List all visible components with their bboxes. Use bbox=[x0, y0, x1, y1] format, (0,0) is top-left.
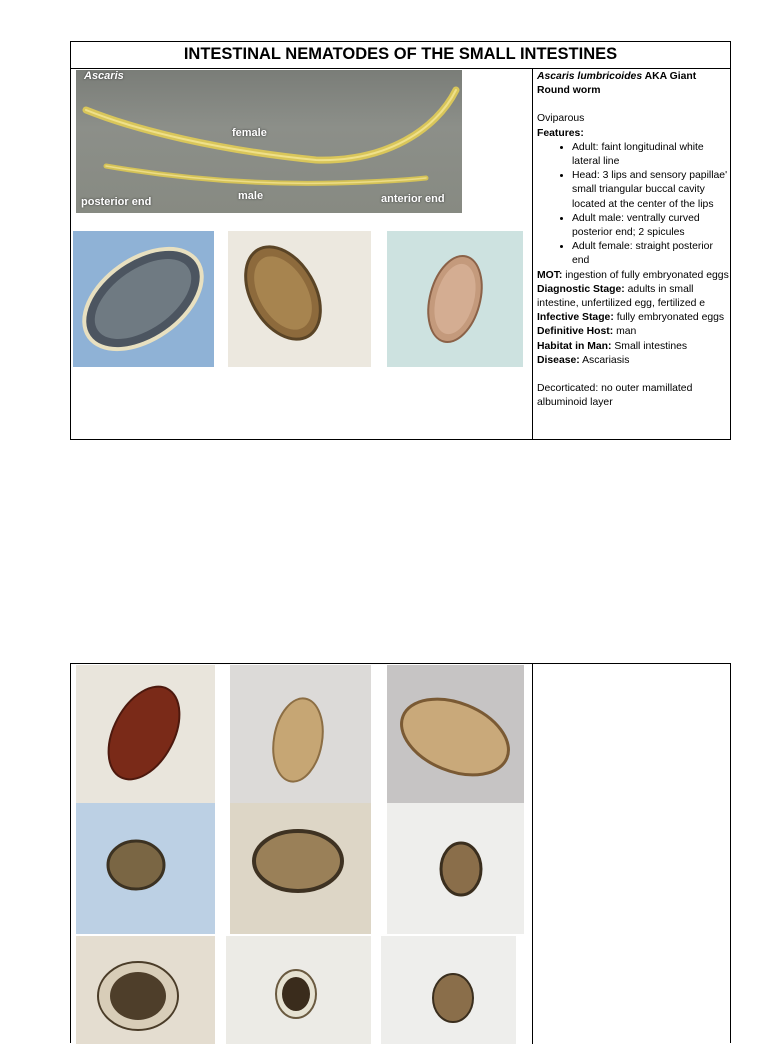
features-label: Features: bbox=[537, 127, 584, 139]
anterior-end-label: anterior end bbox=[381, 193, 445, 205]
feature-item: • Adult: faint longitudinal white lateral line bbox=[572, 141, 731, 169]
posterior-end-label: posterior end bbox=[81, 196, 152, 208]
diagnostic-stage-row: Diagnostic Stage: adults in small intestine, unfertilized egg, fertilized e bbox=[537, 283, 706, 310]
egg-drawing bbox=[76, 665, 215, 803]
feature-item: • Adult female: straight posterior end bbox=[572, 240, 731, 268]
disease-row: Disease: Ascariasis bbox=[537, 354, 630, 366]
feature-item: • Head: 3 lips and sensory papillae' small triangular buccal cavity located at the center of the lips bbox=[572, 169, 731, 212]
egg-photo-decorticated bbox=[73, 231, 214, 367]
egg-drawing bbox=[230, 803, 371, 934]
female-label: female bbox=[232, 127, 267, 139]
egg-drawing bbox=[387, 803, 524, 934]
egg-drawing bbox=[228, 231, 371, 367]
egg-drawing bbox=[73, 231, 214, 367]
egg-gallery-photo bbox=[76, 936, 215, 1044]
egg-gallery-photo bbox=[226, 936, 371, 1044]
features-list bbox=[537, 141, 731, 269]
ascaris-table bbox=[70, 41, 731, 440]
egg-gallery-photo bbox=[76, 803, 215, 934]
habitat-row: Habitat in Man: Small intestines bbox=[537, 340, 688, 352]
egg-drawing bbox=[387, 231, 523, 367]
photo-tag-label: Ascaris bbox=[84, 70, 124, 82]
adult-worms-photo bbox=[76, 70, 462, 213]
egg-gallery-photo bbox=[230, 803, 371, 934]
egg-gallery-photo bbox=[381, 936, 516, 1044]
infective-stage-row: Infective Stage: fully embryonated eggs bbox=[537, 312, 725, 324]
description-column bbox=[537, 70, 731, 410]
reproduction-text: Oviparous bbox=[537, 113, 585, 125]
egg-drawing bbox=[76, 936, 215, 1044]
decorticated-note: Decorticated: no outer mamillated albuminoid layer bbox=[537, 383, 693, 409]
egg-drawing bbox=[76, 803, 215, 934]
egg-photo-fertilized bbox=[387, 231, 523, 367]
worms-drawing bbox=[76, 70, 462, 213]
egg-gallery-photo bbox=[76, 665, 215, 803]
egg-gallery-photo bbox=[230, 665, 371, 803]
male-label: male bbox=[238, 190, 264, 202]
mot-row: MOT: ingestion of fully embryonated eggs bbox=[537, 269, 729, 281]
page-title: INTESTINAL NEMATODES OF THE SMALL INTESTINES bbox=[71, 42, 730, 69]
feature-item: • Adult male: ventrally curved posterior end; 2 spicules bbox=[572, 212, 731, 240]
egg-drawing bbox=[387, 665, 524, 803]
column-divider bbox=[532, 69, 533, 440]
definitive-host-row: Definitive Host: man bbox=[537, 326, 637, 338]
egg-drawing bbox=[381, 936, 516, 1044]
egg-drawing bbox=[230, 665, 371, 803]
column-divider bbox=[532, 664, 533, 1044]
egg-gallery-photo bbox=[387, 665, 524, 803]
egg-drawing bbox=[226, 936, 371, 1044]
species-heading: Ascaris lumbricoides AKA Giant Round worm bbox=[537, 71, 697, 97]
egg-gallery-table bbox=[70, 663, 731, 1043]
egg-photo-unfertilized bbox=[228, 231, 371, 367]
egg-gallery-photo bbox=[387, 803, 524, 934]
